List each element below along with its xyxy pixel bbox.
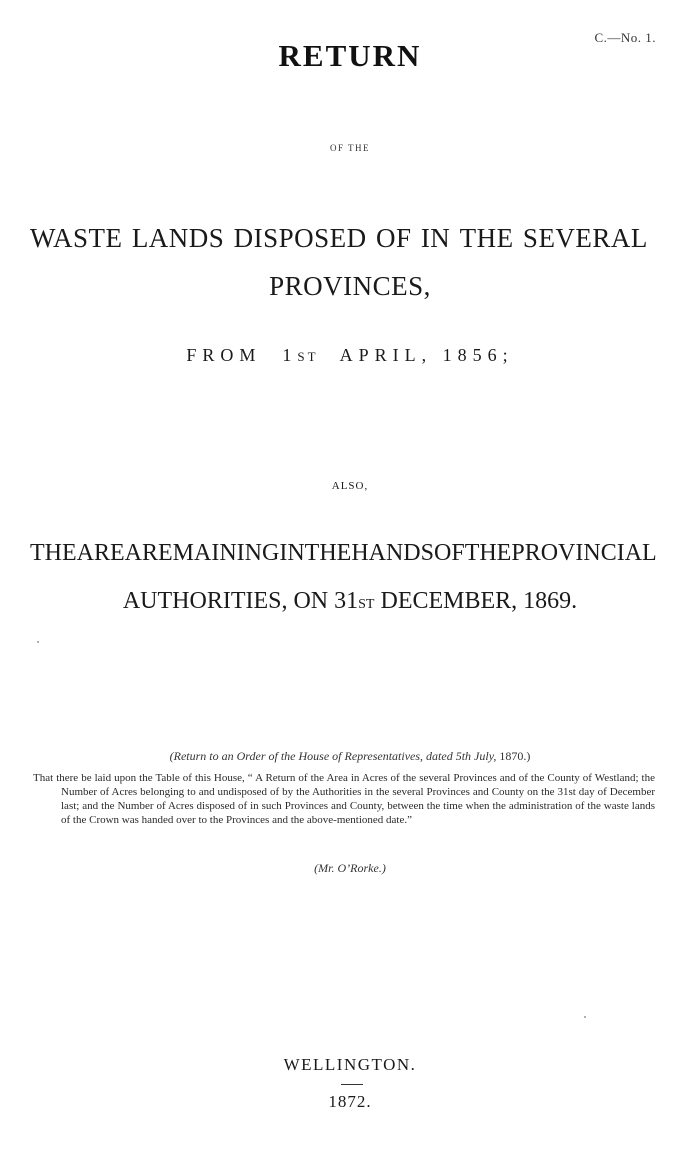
subject-word: WASTE — [30, 223, 123, 253]
area-word: IN — [279, 540, 305, 566]
title-connector: OF THE — [329, 143, 371, 153]
paper-speck — [37, 641, 39, 643]
date-prefix: FROM — [186, 345, 262, 365]
date-day-suffix: ST — [297, 349, 319, 364]
motion-paragraph: That there be laid upon the Table of this House, “ A Return of the Area in Acres of the several Provinces and of the County of Westland; the Number of Acres belonging to and undisposed of by the Authorities in the several Provinces and County on the 31st day of December last; and the Number of Acres disposed of in such Provinces and County, between the time when the administration of the waste lands of the Crown was handed over to the Provinces and the above-mentioned date.” — [33, 772, 655, 826]
subject-word: IN — [420, 223, 451, 253]
area-word: PROVINCIAL — [511, 540, 657, 566]
date-day: 1 — [282, 345, 298, 365]
subject-word: DISPOSED — [233, 223, 367, 253]
area-heading-line-2 — [0, 588, 700, 615]
date-month-year: APRIL, 1856; — [339, 345, 514, 365]
subject-heading-line-1 — [30, 223, 648, 254]
also-connector: ALSO, — [331, 480, 369, 492]
subject-heading-line-2: PROVINCES, — [269, 271, 431, 301]
area-word: THE — [30, 540, 77, 566]
date-range-line — [0, 345, 700, 366]
subject-word: LANDS — [131, 223, 225, 253]
document-reference: C.—No. 1. — [594, 30, 656, 45]
order-citation — [0, 749, 700, 764]
subject-word: SEVERAL — [522, 223, 648, 253]
area-line2-prefix: AUTHORITIES, ON 31 — [122, 588, 359, 614]
area-heading-line-1 — [30, 540, 657, 567]
area-word: REMAINING — [142, 540, 280, 566]
area-line2-rest: DECEMBER, 1869. — [374, 588, 578, 614]
paper-speck — [584, 1016, 586, 1018]
subject-word: THE — [459, 223, 514, 253]
area-word: OF — [434, 540, 465, 566]
imprint-place: WELLINGTON. — [283, 1055, 417, 1074]
imprint-year: 1872. — [328, 1092, 372, 1111]
mover-attribution: (Mr. O’Rorke.) — [314, 861, 386, 875]
order-citation-year: 1870.) — [499, 749, 531, 763]
area-word: THE — [464, 540, 512, 566]
area-line2-ordinal: ST — [358, 597, 375, 612]
subject-word: OF — [375, 223, 412, 253]
order-citation-text: (Return to an Order of the House of Representatives, dated 5th July, — [169, 749, 500, 763]
area-word: HANDS — [351, 540, 434, 566]
imprint-rule — [341, 1084, 363, 1085]
area-word: AREA — [76, 540, 142, 566]
area-word: THE — [304, 540, 352, 566]
document-title: RETURN — [278, 38, 422, 73]
